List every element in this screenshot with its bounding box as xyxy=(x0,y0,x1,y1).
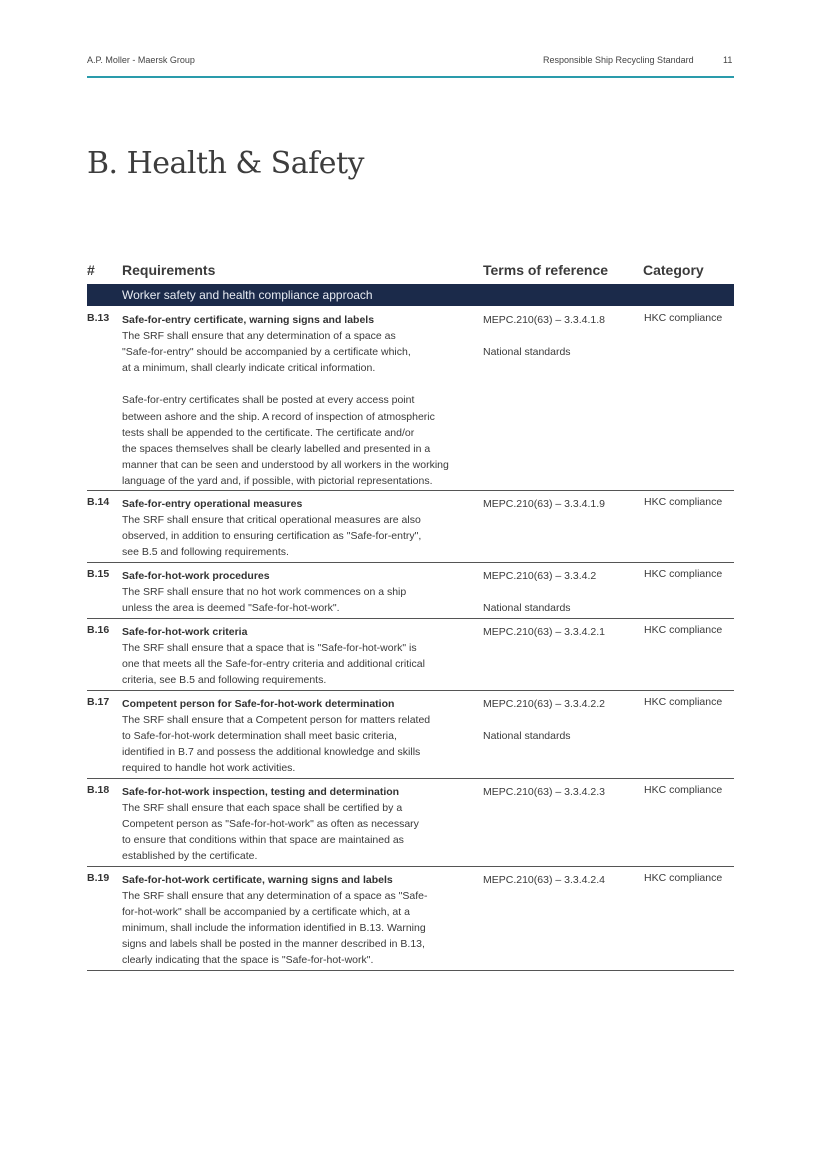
reference: MEPC.210(63) – 3.3.4.2 xyxy=(483,570,597,582)
terms-of-reference xyxy=(483,696,633,760)
category: HKC compliance xyxy=(644,872,723,884)
requirement xyxy=(122,872,478,969)
requirement xyxy=(122,696,478,776)
table-bottom-rule xyxy=(87,970,734,971)
reference: MEPC.210(63) – 3.3.4.1.9 xyxy=(483,498,605,510)
column-header-requirements: Requirements xyxy=(122,262,216,278)
requirement xyxy=(122,568,478,616)
column-header-number: # xyxy=(87,262,95,278)
row-divider xyxy=(87,866,734,867)
terms-of-reference xyxy=(483,784,633,816)
row-id: B.19 xyxy=(87,872,110,884)
reference: MEPC.210(63) – 3.3.4.1.8 xyxy=(483,314,605,326)
page-number: 11 xyxy=(723,55,733,65)
requirement xyxy=(122,624,478,688)
category: HKC compliance xyxy=(644,784,723,796)
row-divider xyxy=(87,562,734,563)
row-divider xyxy=(87,778,734,779)
category: HKC compliance xyxy=(644,496,723,508)
page-title: B. Health & Safety xyxy=(87,146,364,181)
reference: National standards xyxy=(483,346,571,358)
requirement-title: Safe-for-entry certificate, warning signs and labels xyxy=(122,314,375,326)
terms-of-reference xyxy=(483,312,633,376)
requirement xyxy=(122,312,478,489)
row-divider xyxy=(87,490,734,491)
category: HKC compliance xyxy=(644,624,723,636)
requirement-title: Safe-for-hot-work criteria xyxy=(122,626,248,638)
reference: National standards xyxy=(483,602,571,614)
reference: MEPC.210(63) – 3.3.4.2.3 xyxy=(483,786,605,798)
row-divider xyxy=(87,618,734,619)
requirement xyxy=(122,496,478,560)
header-doc-title: Responsible Ship Recycling Standard xyxy=(543,55,694,65)
header-org: A.P. Moller - Maersk Group xyxy=(87,55,195,65)
row-divider xyxy=(87,690,734,691)
terms-of-reference xyxy=(483,624,633,656)
row-id: B.15 xyxy=(87,568,110,580)
requirement xyxy=(122,784,478,864)
reference: MEPC.210(63) – 3.3.4.2.4 xyxy=(483,874,605,886)
section-header: Worker safety and health compliance approach xyxy=(87,284,734,306)
terms-of-reference xyxy=(483,872,633,904)
column-header-terms: Terms of reference xyxy=(483,262,609,278)
category: HKC compliance xyxy=(644,312,723,324)
requirement-desc: The SRF shall ensure that no hot work commences on a ship unless the area is deemed "Safe-for-hot-work". xyxy=(122,586,407,615)
terms-of-reference xyxy=(483,496,633,528)
requirement-desc: The SRF shall ensure that a Competent person for matters related to Safe-for-hot-work determination shall meet basic criteria, identified in B.7 and possess the additional knowledge and skills required to handle hot work activities. xyxy=(122,714,431,775)
requirement-title: Safe-for-hot-work inspection, testing and determination xyxy=(122,786,400,798)
category: HKC compliance xyxy=(644,568,723,580)
header-rule xyxy=(87,76,734,78)
requirement-desc: The SRF shall ensure that any determination of a space as "Safe- for-hot-work" shall be accompanied by a certificate which, at a minimum, shall include the information identified in B.13. Warning signs and labels shall be posted in the manner described in B.13, clearly indicating that the space is "Safe-for-hot-work". xyxy=(122,890,428,967)
column-header-category: Category xyxy=(643,262,704,278)
row-id: B.14 xyxy=(87,496,110,508)
requirement-title: Safe-for-entry operational measures xyxy=(122,498,303,510)
terms-of-reference xyxy=(483,568,633,632)
reference: National standards xyxy=(483,730,571,742)
requirement-desc: The SRF shall ensure that a space that is "Safe-for-hot-work" is one that meets all the Safe-for-entry criteria and additional critical criteria, see B.5 and following requirements. xyxy=(122,642,425,687)
requirement-title: Competent person for Safe-for-hot-work determination xyxy=(122,698,395,710)
row-id: B.16 xyxy=(87,624,110,636)
requirement-desc: The SRF shall ensure that any determination of a space as "Safe-for-entry" should be accompanied by a certificate which, at a minimum, shall clearly indicate critical information. Safe-for-entry certificates shall be posted at every access point between ashore and the ship. A record of inspection of atmospheric tests shall be appended to the certificate. The certificate and/or the spaces themselves shall be clearly labelled and presented in a manner that can be seen and understood by all workers in the working language of the yard and, if possible, with pictorial representations. xyxy=(122,330,449,487)
row-id: B.17 xyxy=(87,696,110,708)
requirement-title: Safe-for-hot-work certificate, warning signs and labels xyxy=(122,874,393,886)
row-id: B.13 xyxy=(87,312,110,324)
category: HKC compliance xyxy=(644,696,723,708)
reference: MEPC.210(63) – 3.3.4.2.2 xyxy=(483,698,605,710)
reference: MEPC.210(63) – 3.3.4.2.1 xyxy=(483,626,605,638)
row-id: B.18 xyxy=(87,784,110,796)
requirement-title: Safe-for-hot-work procedures xyxy=(122,570,270,582)
requirement-desc: The SRF shall ensure that each space shall be certified by a Competent person as "Safe-for-hot-work" as often as necessary to ensure that conditions within that space are maintained as established by the certificate. xyxy=(122,802,419,863)
requirement-desc: The SRF shall ensure that critical operational measures are also observed, in addition to ensuring certification as "Safe-for-entry", see B.5 and following requirements. xyxy=(122,514,422,559)
